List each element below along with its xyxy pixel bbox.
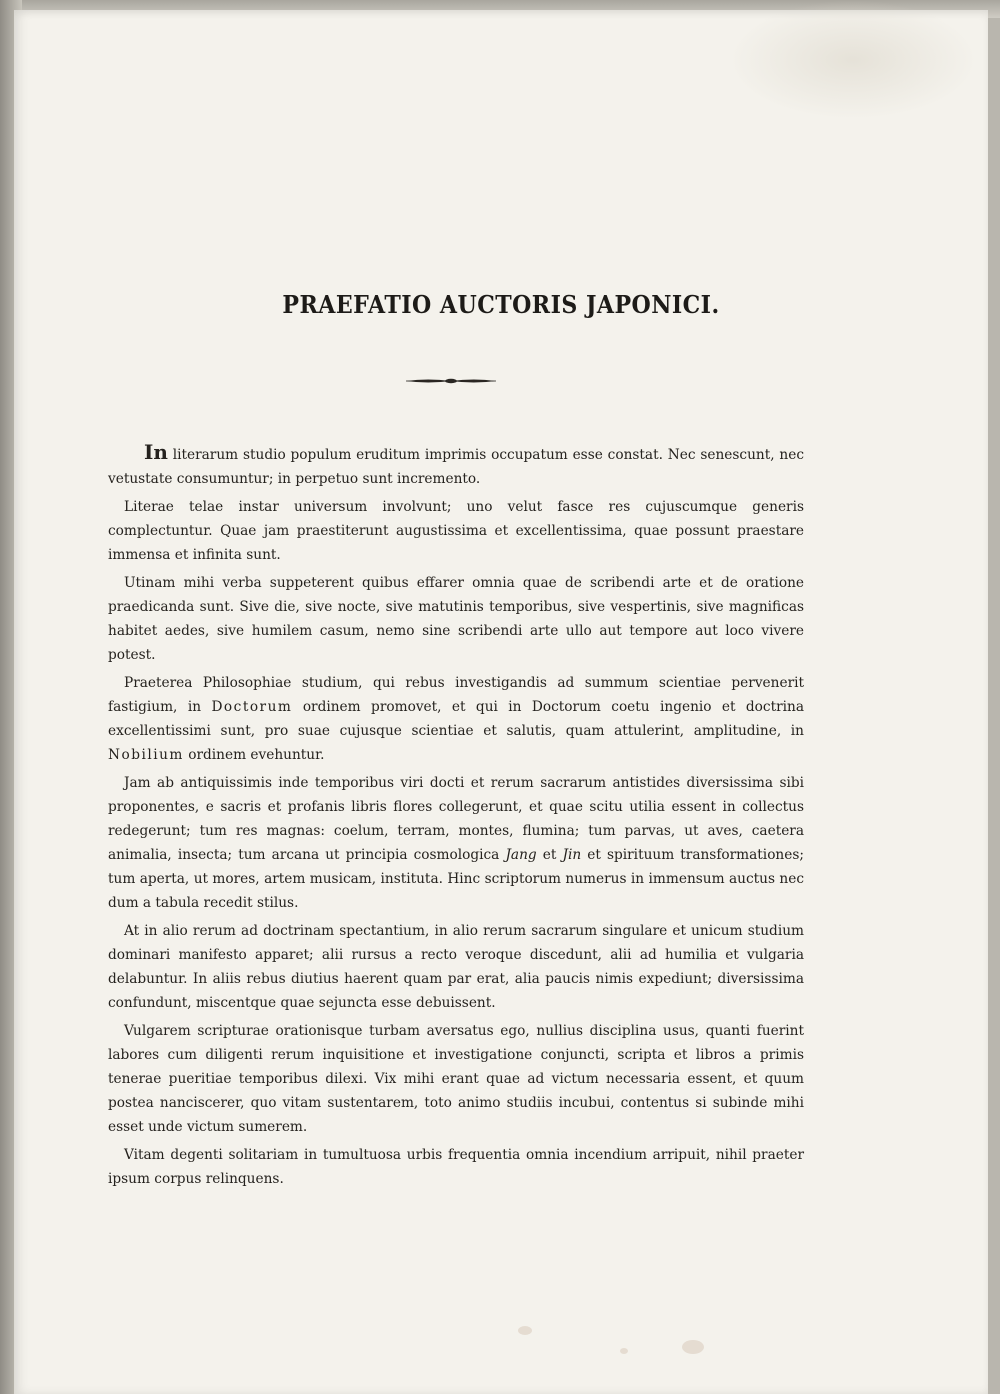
paragraph-5 bbox=[108, 771, 804, 915]
foxing-spot bbox=[518, 1326, 532, 1335]
preface-body bbox=[108, 440, 804, 1195]
paragraph-text: At in alio rerum ad doctrinam spectantium, in alio rerum sacrarum singulare et unicum studium dominari manifesto apparet; alii rursus a recto veroque discedunt, alii ad humilia et vulgaria delabuntur. In aliis rebus diutius haerent quam par erat, alia paucis nimis expediunt; diversissima confundunt, miscentque quae sejuncta esse debuissent. bbox=[108, 923, 804, 1011]
paragraph-3 bbox=[108, 571, 804, 667]
spaced-term-nobilium: Nobilium bbox=[108, 747, 184, 763]
title-ornament-rule bbox=[406, 376, 496, 386]
paragraph-text: Praeterea Philosophiae studium, qui rebus investigandis ad summum scientiae pervenerit fastigium, in bbox=[108, 675, 804, 715]
paragraph-text: ordinem evehuntur. bbox=[183, 747, 325, 763]
foxing-spot bbox=[620, 1348, 628, 1354]
page-stain bbox=[728, 0, 978, 120]
paragraph-text: et bbox=[536, 847, 563, 863]
page-title: PRAEFATIO AUCTORIS JAPONICI. bbox=[282, 290, 720, 319]
paragraph-text: Literae telae instar universum involvunt; uno velut fasce res cujuscumque generis complectuntur. Quae jam praestiterunt augustissima et excellentissima, quae possunt praestare immensa et infinita sunt. bbox=[108, 499, 804, 563]
paragraph-text: Vulgarem scripturae orationisque turbam aversatus ego, nullius disciplina usus, quanti fuerint labores cum diligenti rerum inquisitione et investigatione conjuncti, scripta et libros a primis tenerae pueritiae temporibus dilexi. Vix mihi erant quae ad victum necessaria essent, et quum postea nanciscerer, quo vitam sustentarem, toto animo studiis incubui, contentus si subinde mihi esset unde victum sumerem. bbox=[108, 1023, 804, 1135]
italic-term-jin: Jin bbox=[562, 847, 582, 863]
paragraph-8 bbox=[108, 1143, 804, 1191]
paragraph-text: Jam ab antiquissimis inde temporibus viri docti et rerum sacrarum antistides diversissima sibi proponentes, e sacris et profanis libris flores collegerunt, et quae scitu utilia essent in collectus redegerunt; tum res magnas: coelum, terram, montes, flumina; tum parvas, ut aves, caetera animalia, insecta; tum arcana ut principia cosmologica bbox=[108, 775, 804, 863]
paragraph-text: Utinam mihi verba suppeterent quibus effarer omnia quae de scribendi arte et de oratione praedicanda sunt. Sive die, sive nocte, sive matutinis temporibus, sive vespertinis, sive magnificas habitet aedes, sive humilem casum, nemo sine scribendi arte ullo aut tempore aut loco vivere potest. bbox=[108, 575, 804, 663]
italic-term-jang: Jang bbox=[505, 847, 537, 863]
drop-cap: In bbox=[144, 440, 168, 464]
paragraph-text: Vitam degenti solitariam in tumultuosa urbis frequentia omnia incendium arripuit, nihil praeter ipsum corpus relinquens. bbox=[108, 1147, 804, 1187]
paragraph-7 bbox=[108, 1019, 804, 1139]
paragraph-1 bbox=[108, 440, 804, 491]
paragraph-6 bbox=[108, 919, 804, 1015]
foxing-spot bbox=[682, 1340, 704, 1354]
paragraph-2 bbox=[108, 495, 804, 567]
paragraph-text: et spirituum transformationes; tum aperta, ut mores, artem musicam, instituta. Hinc scriptorum numerus in immensum auctus nec dum a tabula recedit stilus. bbox=[108, 847, 804, 911]
spaced-term-doctorum: Doctorum bbox=[211, 699, 293, 715]
paragraph-text: ordinem promovet, et qui in Doctorum coetu ingenio et doctrina excellentissimi sunt, pro suae cujusque scientiae et salutis, quam attulerint, amplitudine, in bbox=[108, 699, 804, 739]
book-page bbox=[14, 10, 988, 1394]
paragraph-text: literarum studio populum eruditum imprimis occupatum esse constat. Nec senescunt, nec vetustate consumuntur; in perpetuo sunt incremento. bbox=[108, 447, 804, 487]
paragraph-4 bbox=[108, 671, 804, 767]
